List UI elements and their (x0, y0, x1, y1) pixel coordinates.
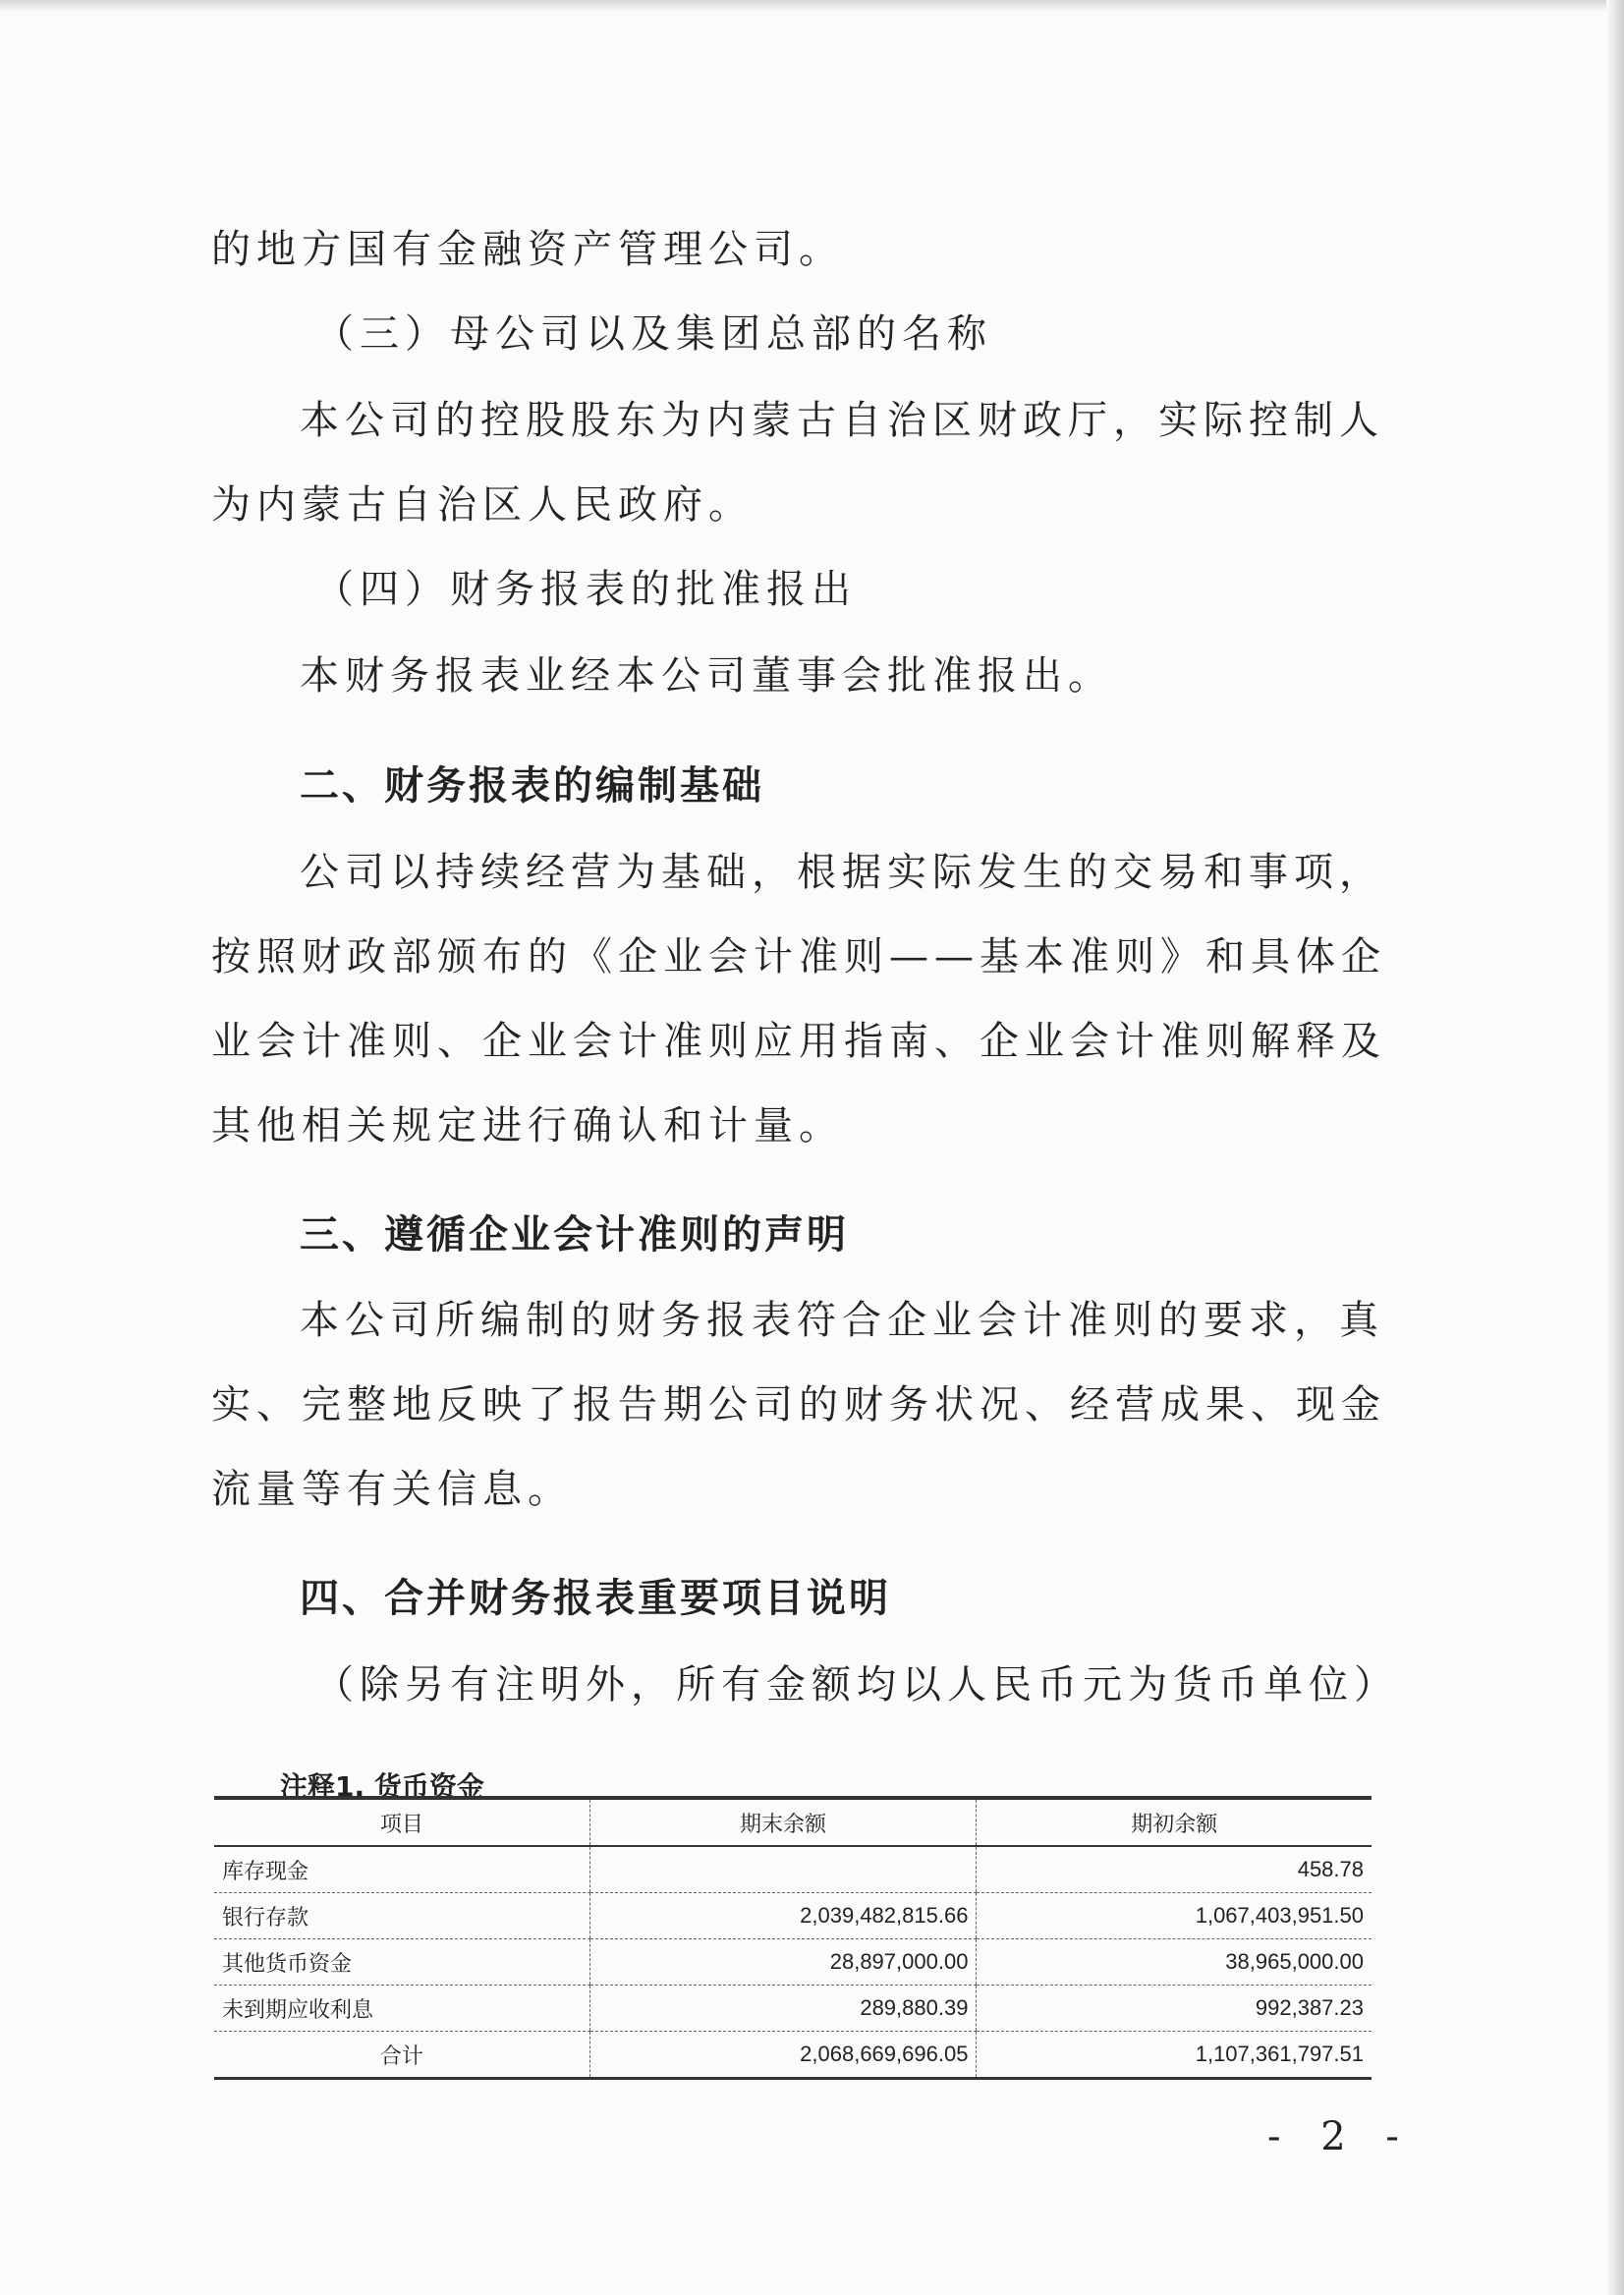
row-end-balance: 28,897,000.00 (589, 1939, 977, 1986)
body-line-continuation: 的地方国有金融资产管理公司。 (211, 227, 844, 272)
row-end-balance: 2,039,482,815.66 (589, 1893, 977, 1939)
table-row (214, 1939, 1372, 1986)
cash-balances-table (214, 1796, 1372, 2080)
compliance-line-3: 流量等有关信息。 (211, 1467, 573, 1512)
row-item: 银行存款 (214, 1893, 589, 1939)
table-row (214, 1846, 1372, 1893)
row-begin-balance: 458.78 (977, 1846, 1372, 1893)
scan-edge-right (1606, 0, 1624, 2295)
row-end-balance (589, 1846, 977, 1893)
note-1-title: 注释1. 货币资金 (280, 1770, 484, 1803)
currency-unit-note: （除另有注明外，所有金额均以人民币元为货币单位） (314, 1662, 1399, 1707)
approval-paragraph: 本财务报表业经本公司董事会批准报出。 (300, 653, 1113, 699)
table-row (214, 1893, 1372, 1939)
compliance-line-1: 本公司所编制的财务报表符合企业会计准则的要求，真 (300, 1298, 1384, 1343)
table-header-row (214, 1798, 1372, 1846)
basis-line-1: 公司以持续经营为基础，根据实际发生的交易和事项， (300, 850, 1384, 895)
page-number: - 2 - (1267, 2114, 1413, 2159)
table-total-row (214, 2032, 1372, 2079)
scan-edge (0, 0, 1624, 12)
subsection-3-title: （三）母公司以及集团总部的名称 (314, 311, 992, 357)
total-end-balance: 2,068,669,696.05 (589, 2032, 977, 2079)
table-row (214, 1986, 1372, 2032)
basis-line-2: 按照财政部颁布的《企业会计准则——基本准则》和具体企 (211, 934, 1386, 980)
subsection-4-title: （四）财务报表的批准报出 (314, 567, 857, 612)
header-item: 项目 (214, 1798, 589, 1846)
basis-line-4: 其他相关规定进行确认和计量。 (211, 1103, 844, 1148)
total-label: 合计 (379, 2043, 423, 2068)
basis-line-3: 业会计准则、企业会计准则应用指南、企业会计准则解释及 (211, 1019, 1386, 1064)
section-2-heading: 二、财务报表的编制基础 (300, 763, 764, 809)
parent-company-line-1: 本公司的控股股东为内蒙古自治区财政厅，实际控制人 (300, 398, 1384, 443)
parent-company-line-2: 为内蒙古自治区人民政府。 (211, 482, 754, 528)
row-item: 库存现金 (214, 1846, 589, 1893)
row-end-balance: 289,880.39 (589, 1986, 977, 2032)
header-end-balance: 期末余额 (589, 1798, 977, 1846)
row-begin-balance: 992,387.23 (977, 1986, 1372, 2032)
total-begin-balance: 1,107,361,797.51 (977, 2032, 1372, 2079)
row-begin-balance: 38,965,000.00 (977, 1939, 1372, 1986)
section-3-heading: 三、遵循企业会计准则的声明 (300, 1212, 849, 1258)
header-begin-balance: 期初余额 (977, 1798, 1372, 1846)
compliance-line-2: 实、完整地反映了报告期公司的财务状况、经营成果、现金 (211, 1382, 1386, 1427)
section-4-heading: 四、合并财务报表重要项目说明 (300, 1576, 891, 1621)
row-begin-balance: 1,067,403,951.50 (977, 1893, 1372, 1939)
row-item: 未到期应收利息 (214, 1986, 589, 2032)
row-item: 其他货币资金 (214, 1939, 589, 1986)
